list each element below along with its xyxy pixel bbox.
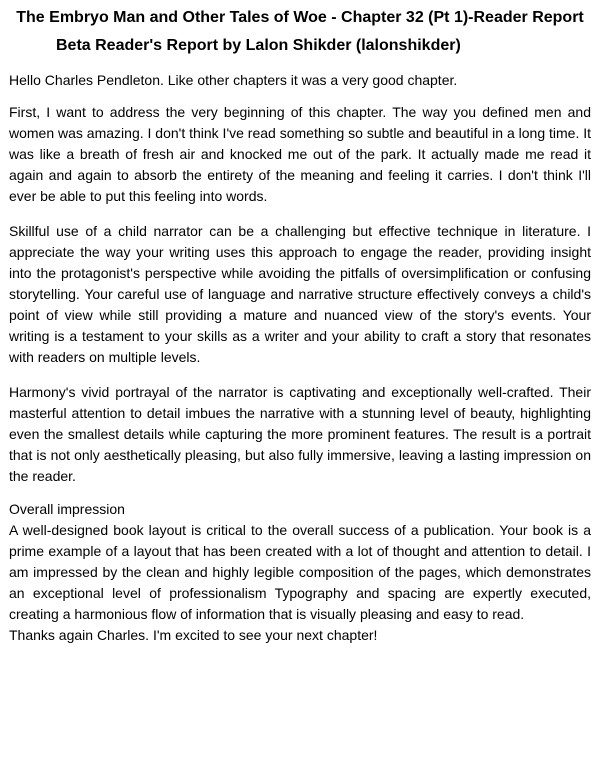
document-title: The Embryo Man and Other Tales of Woe - Chapter 32 (Pt 1)-Reader Report xyxy=(16,9,584,26)
overall-impression-paragraph: A well-designed book layout is critical to the overall success of a publication. Your book is a prime example of a layout that has been created with a lot of thought and attention to detail. I am impressed by the clean and highly legible composition of the pages, which demonstrates an exceptional level of professionalism Typography and spacing are expertly executed, creating a harmonious flow of information that is visually pleasing and easy to read. xyxy=(9,522,591,622)
body-paragraph-opening: First, I want to address the very beginning of this chapter. The way you defined men and women was amazing. I don't think I've read something so subtle and beautiful in a long time. It was like a breath of fresh air and knocked me out of the park. It actually made me read it again and again to absorb the entirety of the meaning and feeling it carries. I don't think I'll ever be able to put this feeling into words. xyxy=(9,104,592,204)
body-paragraph-portrayal: Harmony's vivid portrayal of the narrator is captivating and exceptionally well-crafted. Their masterful attention to detail imbues the narrative with a stunning level of beauty, highlighting even the smallest details while capturing the more prominent features. The result is a portrait that is not only aesthetically pleasing, but also fully immersive, leaving a lasting impression on the reader. xyxy=(9,384,591,484)
report-body xyxy=(9,70,591,646)
greeting-paragraph: Hello Charles Pendleton. Like other chapters it was a very good chapter. xyxy=(9,72,458,88)
body-paragraph-narrator: Skillful use of a child narrator can be a challenging but effective technique in literature. I appreciate the way your writing uses this approach to engage the reader, providing insight into the protagonist's perspective while avoiding the pitfalls of oversimplification or confusing storytelling. Your careful use of language and narrative structure effectively conveys a child's point of view while still providing a mature and nuanced view of the story's events. Your writing is a testament to your skills as a writer and your ability to craft a story that resonates with readers on multiple levels. xyxy=(9,223,591,365)
report-byline: Beta Reader's Report by Lalon Shikder (lalonshikder) xyxy=(56,37,461,54)
overall-impression-heading: Overall impression xyxy=(9,501,125,517)
closing-line: Thanks again Charles. I'm excited to see your next chapter! xyxy=(9,627,378,643)
